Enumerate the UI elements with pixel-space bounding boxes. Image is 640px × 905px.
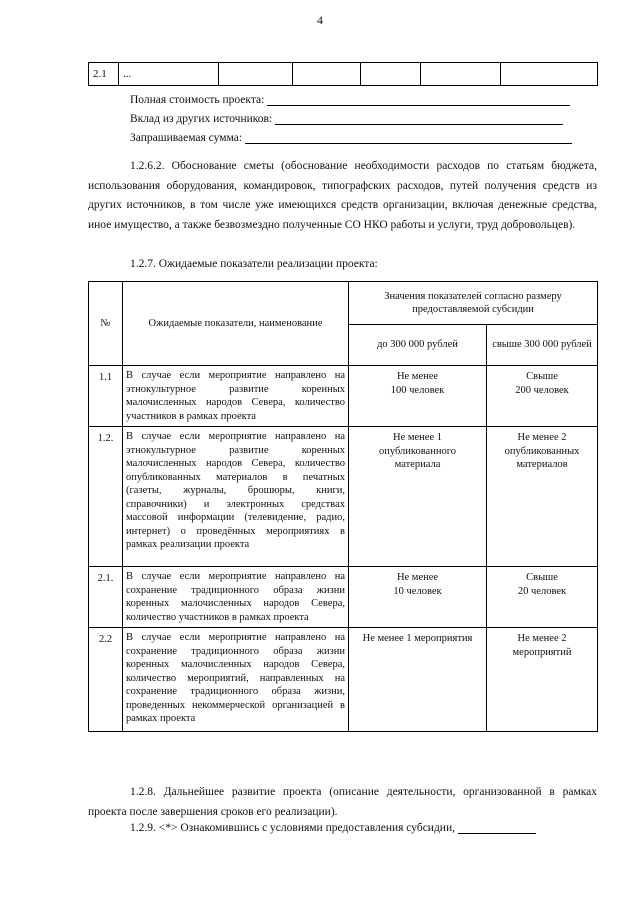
row-num: 1.1 [89, 366, 123, 427]
row-desc: В случае если мероприятие направлено на этнокультурное развитие коренных малочисленных народов Севера, количество опубликованных материалов в печатных (газеты, журналы, брошюры, книги, справочники) и электронных средствах массовой информации (телевидение, радио, интернет) о проведённых мероприятиях в рамках реализации проекта [123, 427, 349, 567]
row-desc: В случае если мероприятие направлено на этнокультурное развитие коренных малочисленных народов Севера, количество участников в рамках проекта [123, 366, 349, 427]
row-high: Не менее 2 мероприятий [487, 628, 598, 732]
row-low: Не менее 1 опубликованного материала [349, 427, 487, 567]
header-num: № [89, 282, 123, 366]
row-high: Свыше 20 человек [487, 567, 598, 628]
empty-cell [501, 63, 598, 86]
table-row [89, 366, 598, 427]
row-high: Свыше 200 человек [487, 366, 598, 427]
row-low: Не менее 1 мероприятия [349, 628, 487, 732]
empty-cell [361, 63, 421, 86]
other-sources-blank [275, 113, 563, 125]
table-row [89, 427, 598, 567]
section-1-2-9: 1.2.9. <*> Ознакомившись с условиями предоставления субсидии, [130, 822, 455, 834]
empty-cell [219, 63, 293, 86]
row-text-cell: ... [119, 63, 219, 86]
table-row [89, 63, 598, 86]
row-low: Не менее 100 человек [349, 366, 487, 427]
row-num: 1.2. [89, 427, 123, 567]
indicators-table [88, 281, 598, 732]
row-number-cell: 2.1 [89, 63, 119, 86]
budget-continuation-table [88, 62, 598, 86]
header-name: Ожидаемые показатели, наименование [123, 282, 349, 366]
other-sources-line [130, 113, 563, 125]
row-high: Не менее 2 опубликованных материалов [487, 427, 598, 567]
row-low: Не менее 10 человек [349, 567, 487, 628]
other-sources-label: Вклад из других источников: [130, 113, 273, 125]
empty-cell [293, 63, 361, 86]
empty-cell [421, 63, 501, 86]
header-values: Значения показателей согласно размеру предоставляемой субсидии [349, 282, 598, 325]
requested-sum-label: Запрашиваемая сумма: [130, 132, 243, 144]
row-desc: В случае если мероприятие направлено на сохранение традиционного образа жизни коренных малочисленных народов Севера, количество мероприятий, направленных на сохранение традиционного образа жизни, проведенных некоммерческой организацией в рамках проекта [123, 628, 349, 732]
total-cost-label: Полная стоимость проекта: [130, 94, 265, 106]
section-1-2-7: 1.2.7. Ожидаемые показатели реализации проекта: [130, 258, 378, 270]
section-1-2-8: 1.2.8. Дальнейшее развитие проекта (описание деятельности, организованной в рамках проекта после завершения сроков его реализации). [88, 786, 597, 818]
header-low: до 300 000 рублей [349, 325, 487, 366]
row-num: 2.2 [89, 628, 123, 732]
section-1-2-9-line [130, 822, 536, 834]
requested-sum-line [130, 132, 572, 144]
table-row [89, 628, 598, 732]
table-header-row [89, 282, 598, 325]
row-desc: В случае если мероприятие направлено на сохранение традиционного образа жизни коренных малочисленных народов Севера, количество участников в рамках проекта [123, 567, 349, 628]
section-1-2-6-2: 1.2.6.2. Обоснование сметы (обоснование необходимости расходов по статьям бюджета, использования оборудования, командировок, типографских расходов, путей получения средств из других источников, в том числе уже имеющихся средств организации, включая денежные средства, иное имущество, а также безвозмездно полученные СО НКО работы и услуги, труд добровольцев). [88, 160, 597, 231]
total-cost-blank [267, 94, 570, 106]
total-cost-line [130, 94, 570, 106]
page-number: 4 [317, 13, 323, 27]
section-1-2-9-blank [458, 822, 536, 834]
table-row [89, 567, 598, 628]
row-num: 2.1. [89, 567, 123, 628]
requested-sum-blank [245, 132, 572, 144]
header-high: свыше 300 000 рублей [487, 325, 598, 366]
